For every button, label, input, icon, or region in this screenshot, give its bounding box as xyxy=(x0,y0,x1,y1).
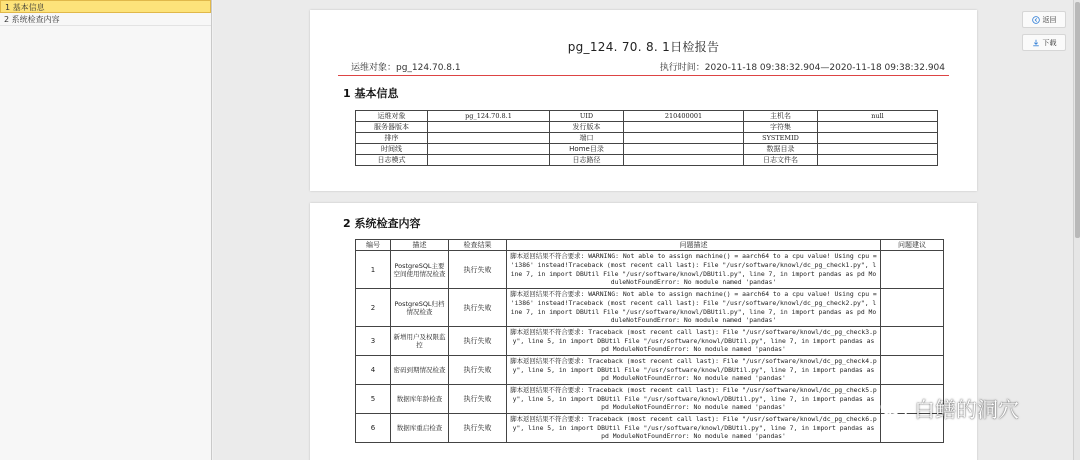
info-cell xyxy=(818,122,938,133)
table-row xyxy=(356,251,944,289)
report-exec-time: 执行时间：2020-11-18 09:38:32.904—2020-11-18 09:38:32.904 xyxy=(659,63,945,73)
title-divider xyxy=(338,75,949,76)
info-cell xyxy=(428,155,550,166)
back-button[interactable] xyxy=(1022,11,1066,28)
column-header: 编号 xyxy=(356,240,391,251)
table-row xyxy=(356,155,938,166)
row-description: PostgreSQL主要空间使用情况检查 xyxy=(391,251,449,289)
table-row xyxy=(356,356,944,385)
info-cell: 日志路径 xyxy=(550,155,624,166)
outline-item-system-check[interactable]: 2 系统检查内容 xyxy=(0,13,211,26)
row-number: 3 xyxy=(356,327,391,356)
row-advice xyxy=(881,327,944,356)
report-page-2 xyxy=(310,203,977,460)
info-cell: 端口 xyxy=(550,133,624,144)
info-cell xyxy=(428,122,550,133)
info-cell: 发行版本 xyxy=(550,122,624,133)
basic-info-table xyxy=(355,110,938,166)
row-description: 数据库重启检查 xyxy=(391,414,449,443)
info-cell: 运维对象 xyxy=(356,111,428,122)
row-number: 1 xyxy=(356,251,391,289)
row-number: 2 xyxy=(356,289,391,327)
viewer-scrollbar[interactable] xyxy=(1073,0,1080,460)
row-advice xyxy=(881,251,944,289)
report-page-1 xyxy=(310,10,977,191)
download-icon xyxy=(1032,39,1040,47)
info-cell: 主机名 xyxy=(744,111,818,122)
table-row xyxy=(356,122,938,133)
info-cell xyxy=(818,155,938,166)
row-number: 5 xyxy=(356,385,391,414)
system-check-table xyxy=(355,239,944,443)
info-cell xyxy=(428,144,550,155)
info-cell xyxy=(624,122,744,133)
row-number: 6 xyxy=(356,414,391,443)
info-cell: 数据目录 xyxy=(744,144,818,155)
row-description: 密码到期情况检查 xyxy=(391,356,449,385)
table-row xyxy=(356,133,938,144)
row-issue: 脚本返回结果不符合要求: WARNING: Not able to assign machine() = aarch64 to a cpu value! Using cpu = 'i386' instead!Traceback (most recent call last): File "/usr/software/knowl/dc_pg_check1.py", line 7, in import DBUtil File "/usr/software/knowl/DBUtil.py", line 7, in import pandas as pd ModuleNotFoundError: No module named 'pandas' xyxy=(507,251,881,289)
info-cell xyxy=(818,133,938,144)
info-cell xyxy=(624,144,744,155)
info-cell: 字符集 xyxy=(744,122,818,133)
column-header: 问题建议 xyxy=(881,240,944,251)
table-row xyxy=(356,385,944,414)
outline-panel xyxy=(0,0,212,460)
watermark-text: 白鳝的洞穴 xyxy=(914,398,1019,422)
row-result: 执行失败 xyxy=(449,327,507,356)
row-result: 执行失败 xyxy=(449,356,507,385)
row-result: 执行失败 xyxy=(449,385,507,414)
table-row xyxy=(356,144,938,155)
info-cell: 210400001 xyxy=(624,111,744,122)
info-cell: pg_124.70.8.1 xyxy=(428,111,550,122)
info-cell: Home目录 xyxy=(550,144,624,155)
section-title-basic-info: 1 基本信息 xyxy=(343,87,399,100)
row-issue: 脚本返回结果不符合要求: Traceback (most recent call last): File "/usr/software/knowl/dc_pg_check3.py", line 5, in import DBUtil File "/usr/software/knowl/DBUtil.py", line 7, in import pandas as pd ModuleNotFoundError: No module named 'pandas' xyxy=(507,327,881,356)
back-button-label: 返回 xyxy=(1042,15,1057,24)
report-target: 运维对象：pg_124.70.8.1 xyxy=(351,63,461,73)
row-number: 4 xyxy=(356,356,391,385)
info-cell: SYSTEMID xyxy=(744,133,818,144)
info-cell: null xyxy=(818,111,938,122)
wechat-watermark xyxy=(880,394,1019,424)
info-cell xyxy=(428,133,550,144)
scrollbar-thumb[interactable] xyxy=(1075,2,1080,238)
info-cell: 服务器版本 xyxy=(356,122,428,133)
info-cell: UID xyxy=(550,111,624,122)
info-cell xyxy=(624,155,744,166)
column-header: 检查结果 xyxy=(449,240,507,251)
row-issue: 脚本返回结果不符合要求: Traceback (most recent call last): File "/usr/software/knowl/dc_pg_check6.py", line 5, in import DBUtil File "/usr/software/knowl/DBUtil.py", line 7, in import pandas as pd ModuleNotFoundError: No module named 'pandas' xyxy=(507,414,881,443)
row-description: 新增用户及权限监控 xyxy=(391,327,449,356)
download-button-label: 下载 xyxy=(1042,38,1057,47)
table-header-row xyxy=(356,240,944,251)
back-circle-icon xyxy=(1032,16,1040,24)
row-result: 执行失败 xyxy=(449,251,507,289)
table-row xyxy=(356,111,938,122)
row-description: 数据库年龄检查 xyxy=(391,385,449,414)
row-issue: 脚本返回结果不符合要求: Traceback (most recent call last): File "/usr/software/knowl/dc_pg_check4.py", line 5, in import DBUtil File "/usr/software/knowl/DBUtil.py", line 7, in import pandas as pd ModuleNotFoundError: No module named 'pandas' xyxy=(507,356,881,385)
table-row xyxy=(356,414,944,443)
row-advice xyxy=(881,356,944,385)
table-row xyxy=(356,327,944,356)
info-cell: 时间线 xyxy=(356,144,428,155)
row-advice xyxy=(881,289,944,327)
report-title: pg_124. 70. 8. 1日检报告 xyxy=(567,40,720,54)
section-title-system-check: 2 系统检查内容 xyxy=(343,217,421,230)
column-header: 描述 xyxy=(391,240,449,251)
download-button[interactable] xyxy=(1022,34,1066,51)
row-issue: 脚本返回结果不符合要求: WARNING: Not able to assign machine() = aarch64 to a cpu value! Using cpu = 'i386' instead!Traceback (most recent call last): File "/usr/software/knowl/dc_pg_check2.py", line 7, in import DBUtil File "/usr/software/knowl/DBUtil.py", line 7, in import pandas as pd ModuleNotFoundError: No module named 'pandas' xyxy=(507,289,881,327)
row-issue: 脚本返回结果不符合要求: Traceback (most recent call last): File "/usr/software/knowl/dc_pg_check5.py", line 5, in import DBUtil File "/usr/software/knowl/DBUtil.py", line 7, in import pandas as pd ModuleNotFoundError: No module named 'pandas' xyxy=(507,385,881,414)
table-row xyxy=(356,289,944,327)
row-description: PostgreSQL归档情况检查 xyxy=(391,289,449,327)
info-cell: 日志模式 xyxy=(356,155,428,166)
info-cell: 日志文件名 xyxy=(744,155,818,166)
info-cell: 排序 xyxy=(356,133,428,144)
column-header: 问题描述 xyxy=(507,240,881,251)
row-result: 执行失败 xyxy=(449,414,507,443)
outline-item-basic-info[interactable]: 1 基本信息 xyxy=(0,0,211,13)
info-cell xyxy=(624,133,744,144)
info-cell xyxy=(818,144,938,155)
wechat-icon xyxy=(880,397,908,421)
row-result: 执行失败 xyxy=(449,289,507,327)
